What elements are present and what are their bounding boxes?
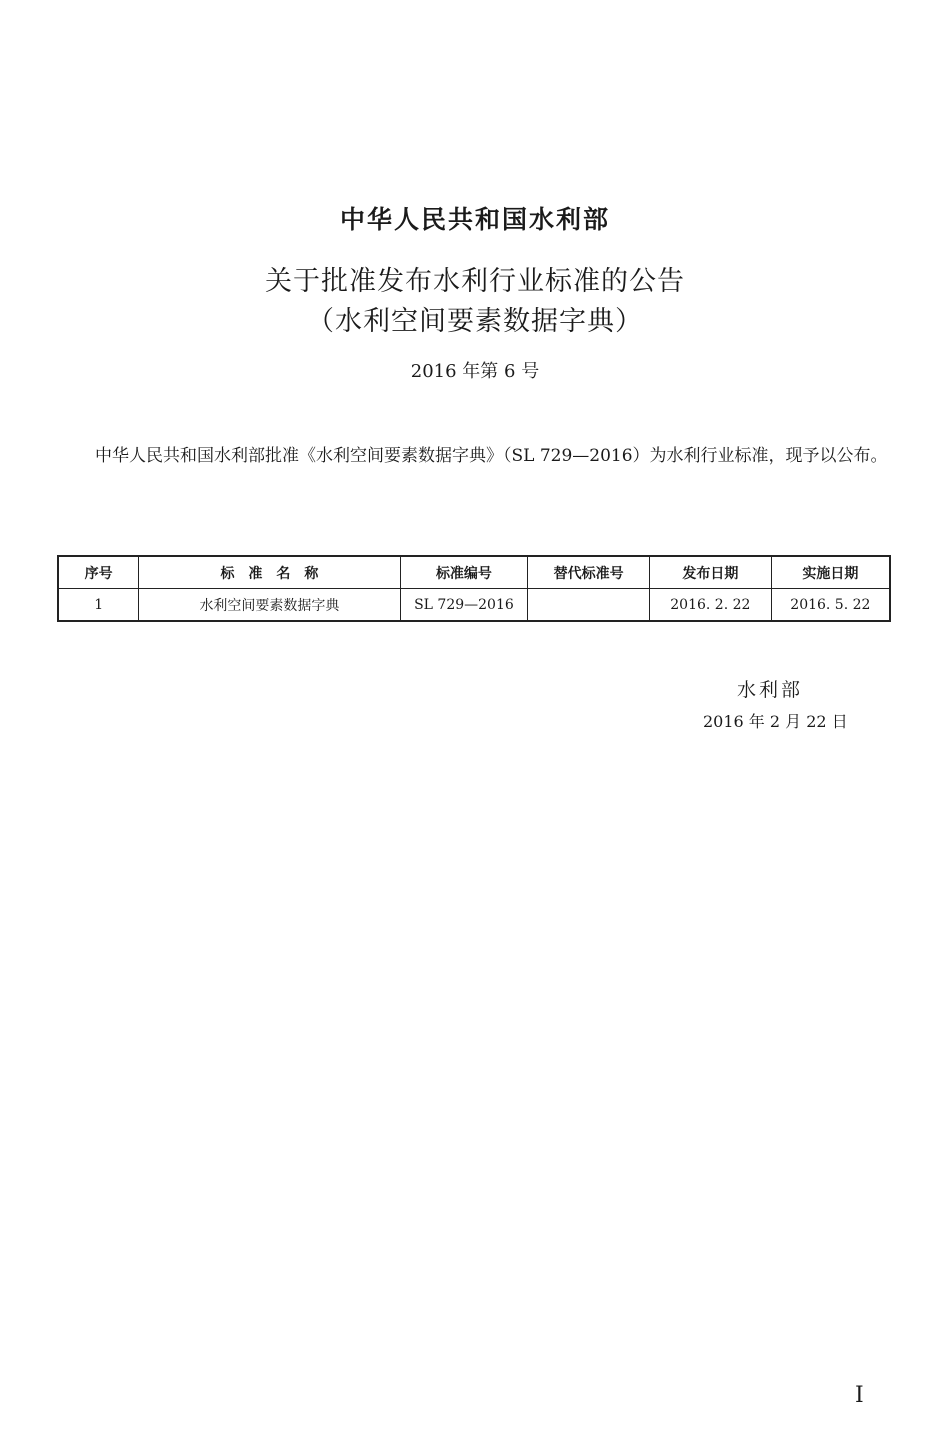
cell-replaced (528, 589, 650, 622)
standards-table (57, 555, 891, 622)
col-header-code: 标准编号 (400, 556, 528, 589)
cell-name: 水利空间要素数据字典 (139, 589, 400, 622)
cell-index: 1 (58, 589, 139, 622)
col-header-publish-date: 发布日期 (649, 556, 771, 589)
announcement-body: 中华人民共和国水利部批准《水利空间要素数据字典》（SL 729—2016）为水利行业标准，现予以公布。 (95, 446, 888, 466)
col-header-replaced: 替代标准号 (528, 556, 650, 589)
table-header-row (58, 556, 890, 589)
signature-date: 2016 年 2 月 22 日 (703, 712, 848, 731)
col-header-name: 标 准 名 称 (139, 556, 400, 589)
col-header-effective-date: 实施日期 (771, 556, 890, 589)
announcement-title: 关于批准发布水利行业标准的公告 (265, 266, 685, 297)
announcement-subtitle: （水利空间要素数据字典） (307, 306, 643, 337)
cell-effective-date: 2016. 5. 22 (771, 589, 890, 622)
page-number: I (855, 1383, 864, 1408)
cell-publish-date: 2016. 2. 22 (649, 589, 771, 622)
cell-code: SL 729—2016 (400, 589, 528, 622)
signer: 水利部 (737, 679, 804, 701)
table-row (58, 589, 890, 622)
col-header-index: 序号 (58, 556, 139, 589)
document-number: 2016 年第 6 号 (410, 361, 540, 382)
issuing-ministry: 中华人民共和国水利部 (339, 205, 610, 234)
